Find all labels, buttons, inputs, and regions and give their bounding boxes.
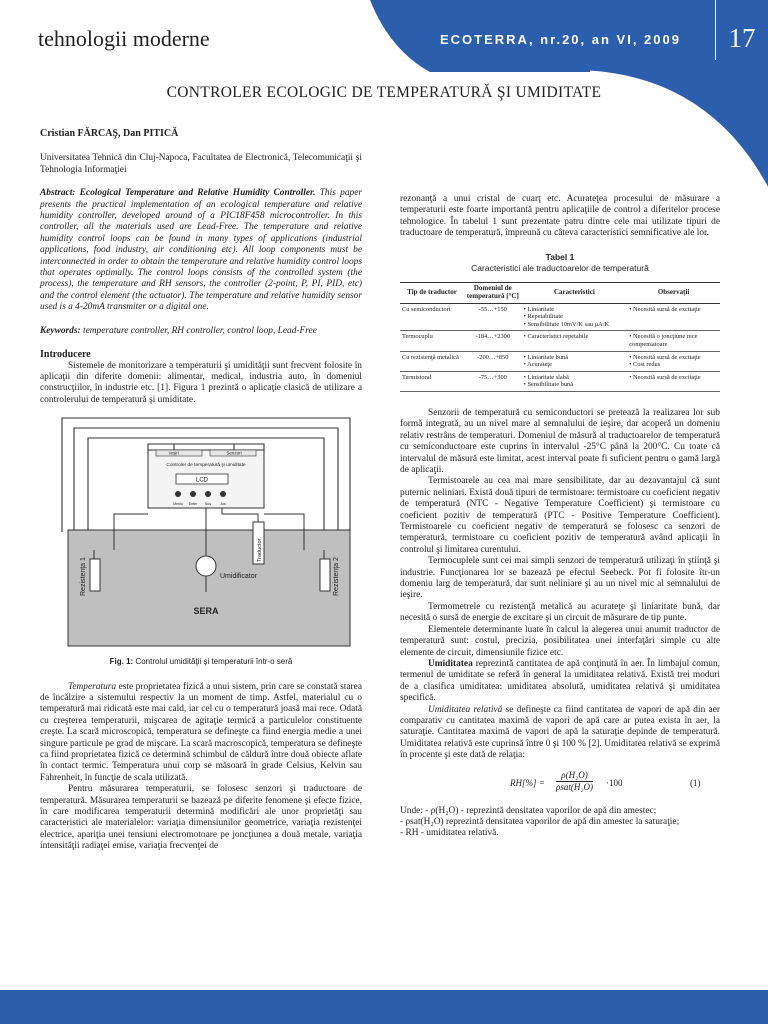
fig-button-label: Enter bbox=[188, 502, 198, 507]
abstract-text: This paper presents the practical implementation of an ecological temperature and relative humidity controller, developed around of a PIC18F458 microcontroller. In this controller, all the materials used are Lead-Free. The temperature and relative humidity control loops can be found in many types of applications (industrial applications, food industry, air conditioning etc). All loop components must be interconnected in order to obtain the temperature and relative humidity control loops that operates optimally. The control loops consists of the controlled system (the process), the temperature and RH sensors, the controller (2-point, P, PI, PID, etc) and the control element (the actuator). The temperature and relative humidity sensor used is a 4-20mA transmiter or a digital one. bbox=[40, 188, 363, 313]
table-row bbox=[400, 371, 720, 391]
formula-denominator: ρsat(H₂O) bbox=[556, 781, 593, 792]
table-cell-chars bbox=[522, 371, 628, 391]
table-cell-obs bbox=[627, 303, 720, 331]
table-cell-type: Cu rezistenţă metalică bbox=[400, 351, 464, 371]
table-list-item: • Necesită o joncţiune rece compensatoare bbox=[629, 333, 718, 348]
fig-humidifier-label: Umidificator bbox=[220, 573, 257, 581]
table-list-item: • Necesită sursă de excitaţie bbox=[629, 306, 718, 314]
keywords-label: Keywords: bbox=[40, 325, 81, 336]
table-cell-type: Cu semiconductori bbox=[400, 303, 464, 331]
table-cell-obs bbox=[627, 371, 720, 391]
paragraph-rtd: Termometrele cu rezistenţă metalică au acurateţe şi liniaritate bună, dar necesită o sursă de energie de excitare şi un circuit de măsurare de tip punte. bbox=[400, 601, 720, 624]
table-cell-range: -184…+2300 bbox=[464, 331, 522, 351]
table-list-item: • Repetabilitate bbox=[524, 313, 626, 321]
figure-1 bbox=[54, 414, 364, 652]
table-cell-type: Termistoral bbox=[400, 371, 464, 391]
definition-line: - RH - umiditatea relativă. bbox=[400, 828, 499, 839]
abstract bbox=[40, 188, 362, 313]
table-list-item: • Necesită sursă de excitaţie bbox=[629, 374, 718, 382]
formula-numerator: ρ(H₂O) bbox=[556, 770, 593, 782]
figure-caption-label: Fig. 1: bbox=[109, 657, 134, 667]
paragraph-temperature-text: este proprietatea fizică a unui sistem, prin care se constată starea de încălzire a sistemului respectiv la un moment de timp. Astfel, materialul cu o temperatură mai ridicată este mai cald, iar cel cu o temperatură joasă mai rece. Odată cu creşterea temperaturii, mişcarea de agitaţie termică a particulelor constituente creşte. La scară microscopică, temperatura se defineşte ca fiind energia medie a unei singure particule pe grad de mişcare. La scară macroscopică, temperatura se defineşte ca fiind proprietatea fizică ce determină schimbul de căldură între două obiecte aflate în contact termic. Temperatura unui corp se măsoară în grade Celsius, Kelvin sau Fahrenheit, în funcţie de scala utilizată. bbox=[40, 681, 362, 783]
section-label: tehnologii moderne bbox=[38, 26, 210, 51]
table-header: Caracteristici bbox=[522, 283, 628, 303]
equation-number: (1) bbox=[690, 777, 701, 788]
table-cell-type: Termocuplu bbox=[400, 331, 464, 351]
table-list-item: • Caracteristici repetabile bbox=[524, 333, 626, 341]
fig-greenhouse-label: SERA bbox=[193, 606, 219, 617]
table-list-item: • Sensibilitate 10mV/K sau μA/K bbox=[524, 321, 626, 329]
fig-controller-title: Controler de temperatură şi umiditate bbox=[166, 463, 246, 469]
fig-button-label: Meniu bbox=[173, 502, 183, 507]
paragraph-semiconductor: Senzorii de temperatură cu semiconductori se pretează la realizarea lor sub formă integrată, au un nivel mare al semnalului de ieşire, dar acoperă un domeniu relativ restrâns de temperaturi. Domeniul de măsură al traductoarelor de temperatură cu semiconductoare este cuprins în intervalul -25°C până la 200°C. Cu toate că intervalul de măsură este limitat, acest interval poate fi suficient pentru o gamă largă de aplicaţii. bbox=[400, 407, 720, 475]
section-heading-introducere: Introducere bbox=[40, 349, 91, 361]
table-cell-range: -200…+850 bbox=[464, 351, 522, 371]
table-cell-obs bbox=[627, 331, 720, 351]
header-curve-decoration bbox=[590, 60, 768, 190]
table-list-item: • Liniaritate bbox=[524, 306, 626, 314]
equation-1 bbox=[400, 768, 720, 802]
paragraph-thermistor: Termistoarele au cea mai mare sensibilitate, dar au dezavantajul că sunt puternic neliniari. Există două tipuri de termistoare: termistoare cu coeficient negativ de temperatură (NTC - Negative Temperature Coefficient) şi termistoare cu coeficient pozitiv de temperatură (PTC - Positive Temperature Coefficient). Termistoarele cu coeficient negativ de temperatură se folosesc ca senzori de temperatură, termistoare cu coeficient pozitiv de temperatură având aplicaţii în controlul şi limitarea curentului. bbox=[400, 476, 720, 555]
table-title: Tabel 1 bbox=[545, 251, 575, 262]
table-header: Domeniul de temperatură [°C] bbox=[464, 283, 522, 303]
paragraph-relative-humidity-text: se defineşte ca fiind cantitatea de vapori de apă din aer comparativ cu cantitatea maximă de vapori de apă care ar putea exista în aer, la saturaţie. Cantitatea maximă de vapori de apă la saturaţie depinde de temperatură. Umiditatea relativă este cuprinsă între 0 şi 100 % [2]. Umiditatea relativă se exprimă în procente şi este dată de relaţia: bbox=[400, 704, 721, 761]
journal-name: ECOTERRA, nr.20, an VI, 2009 bbox=[440, 32, 681, 47]
table-header: Observaţii bbox=[627, 283, 720, 303]
fig-heater-right-label: Rezistenţa 2 bbox=[333, 557, 340, 597]
fig-outputs-label: Ieşiri bbox=[169, 450, 179, 456]
paragraph-continuation: rezonanţă a unui cristal de cuarţ etc. Acurateţea procesului de măsurare a temperaturii este foarte importantă pentru aplicaţiile de control a diferitelor procese tehnologice. În tabelul 1 sunt prezentate patru dintre cele mai utilizate tipuri de traductoare de temperatură, împreună cu câteva caracteristici semnificative ale lor. bbox=[400, 194, 720, 239]
fig-heater-left-label: Rezistenţa 1 bbox=[80, 557, 87, 597]
fig-button-label: Jos bbox=[220, 502, 226, 507]
fig-transducer-label: Traductor bbox=[257, 538, 263, 563]
authors: Cristian FĂRCAŞ, Dan PITICĂ bbox=[40, 128, 179, 139]
term-humidity: Umiditatea bbox=[428, 658, 473, 669]
paragraph-thermocouple: Termocuplele sunt cei mai simpli senzori de temperatură utilizaţi în ştiinţă şi industrie. Funcţionarea lor se bazează pe efectul Seebeck. Pot fi folosite îtr-un domeniu larg de temperatură, dar sunt neliniare şi au un nivel mic al semnalului de ieşire. bbox=[400, 556, 720, 601]
table-list-item: • Necesită sursă de excitaţie bbox=[629, 354, 718, 362]
sensor-table bbox=[400, 282, 720, 392]
fig-lcd-label: LCD bbox=[195, 477, 209, 484]
abstract-label: Abstract: Ecological Temperature and Relative Humidity Controller. bbox=[40, 188, 316, 199]
table-subtitle: Caracteristici ale traductoarelor de temperatură bbox=[471, 263, 649, 274]
paragraph-temperature bbox=[40, 682, 362, 785]
fig-sensors-label: Senzori bbox=[226, 450, 242, 456]
term-relative-humidity: Umiditatea relativă bbox=[428, 704, 503, 715]
table-list-item: • Liniaritate slabă bbox=[524, 374, 626, 382]
formula-lhs: RH[%] = bbox=[510, 777, 545, 788]
paragraph-humidity bbox=[400, 659, 720, 705]
table-cell-chars bbox=[522, 303, 628, 331]
fig-button-label: Sus bbox=[204, 502, 212, 507]
table-cell-chars bbox=[522, 351, 628, 371]
affiliation: Universitatea Tehnică din Cluj-Napoca, Facultatea de Electronică, Telecomunicaţii şi Tehnologia Informaţiei bbox=[40, 153, 362, 175]
table-list-item: • Acurateţe bbox=[524, 361, 626, 369]
term-temperature: Temperatura bbox=[68, 681, 117, 692]
table-cell-chars bbox=[522, 331, 628, 351]
table-list-item: • Sensibilitate bună bbox=[524, 381, 626, 389]
definition-line: Unde: - ρ(H₂O) - reprezintă densitatea vaporilor de apă din amestec; bbox=[400, 805, 657, 816]
left-column bbox=[40, 128, 362, 853]
intro-paragraph: Sistemele de monitorizare a temperaturii şi umidităţii sunt frecvent folosite în aplicaţii din diferite domenii: alimentar, medical, industria auto, în domeniul construcţiilor, în industrie etc. [1]. Figura 1 prezintă o aplicaţie clasică de utilizare a controlerului de temperatură şi umiditate. bbox=[40, 360, 362, 405]
paragraph-measurement: Pentru măsurarea temperaturii, se folosesc senzori şi traductoare de temperatură. Măsurarea temperaturii se bazează pe diferite fenomene şi efecte fizice, în care modificarea temperaturii determină modificări ale unor proprietăţi sau caracteristici ale materialelor: variaţia dimensiunilor geometrice, variaţia rezistenţei electrice, apariţia unei tensiuni electromotoare pe joncţiunea a două metale, variaţia intensităţii radiaţei emise, variaţia frecvenţei de bbox=[40, 784, 362, 852]
table-cell-range: -55…+150 bbox=[464, 303, 522, 331]
table-row bbox=[400, 331, 720, 351]
footer-bar bbox=[0, 990, 768, 1024]
table-row bbox=[400, 303, 720, 331]
table-list-item: • Cost redus bbox=[629, 361, 718, 369]
table-cell-obs bbox=[627, 351, 720, 371]
figure-caption-text: Controlul umidităţii şi temperaturii într-o seră bbox=[135, 657, 293, 667]
figure-caption bbox=[40, 656, 362, 667]
definition-line: - ρsat(H₂O) reprezintă densitatea vaporilor de apă din amestec la saturaţie; bbox=[400, 816, 680, 827]
formula-fraction bbox=[556, 770, 593, 794]
greenhouse-diagram bbox=[54, 414, 364, 652]
table-list-item: • Liniaritate bună bbox=[524, 354, 626, 362]
keywords bbox=[40, 326, 362, 337]
table-header: Tip de traductor bbox=[400, 283, 464, 303]
table-row bbox=[400, 351, 720, 371]
paragraph-relative-humidity bbox=[400, 705, 720, 762]
table-cell-range: -75…+300 bbox=[464, 371, 522, 391]
paragraph-humidity-text: reprezintă cantitatea de apă conţinută în aer. În limbajul comun, termenul de umiditate se referă în general la umiditatea relativă. Există trei moduri de a clasifica umiditatea: umiditatea absolută, umiditatea relativă şi umiditatea specifică. bbox=[400, 658, 720, 704]
formula-multiplier: ·100 bbox=[606, 777, 623, 788]
paper-title: CONTROLER ECOLOGIC DE TEMPERATURĂ ŞI UMIDITATE bbox=[166, 84, 602, 101]
page-number: 17 bbox=[716, 0, 768, 72]
keywords-text: temperature controller, RH controller, control loop, Lead-Free bbox=[82, 325, 317, 336]
right-column bbox=[400, 194, 720, 840]
paragraph-selection: Elementele determinante luate în calcul la alegerea unui anumit traductor de temperatură sunt: costul, precizia, posibilitatea unei interfaţări simple cu alte elemente de circuit, dimensiunile fizice etc. bbox=[400, 624, 720, 658]
